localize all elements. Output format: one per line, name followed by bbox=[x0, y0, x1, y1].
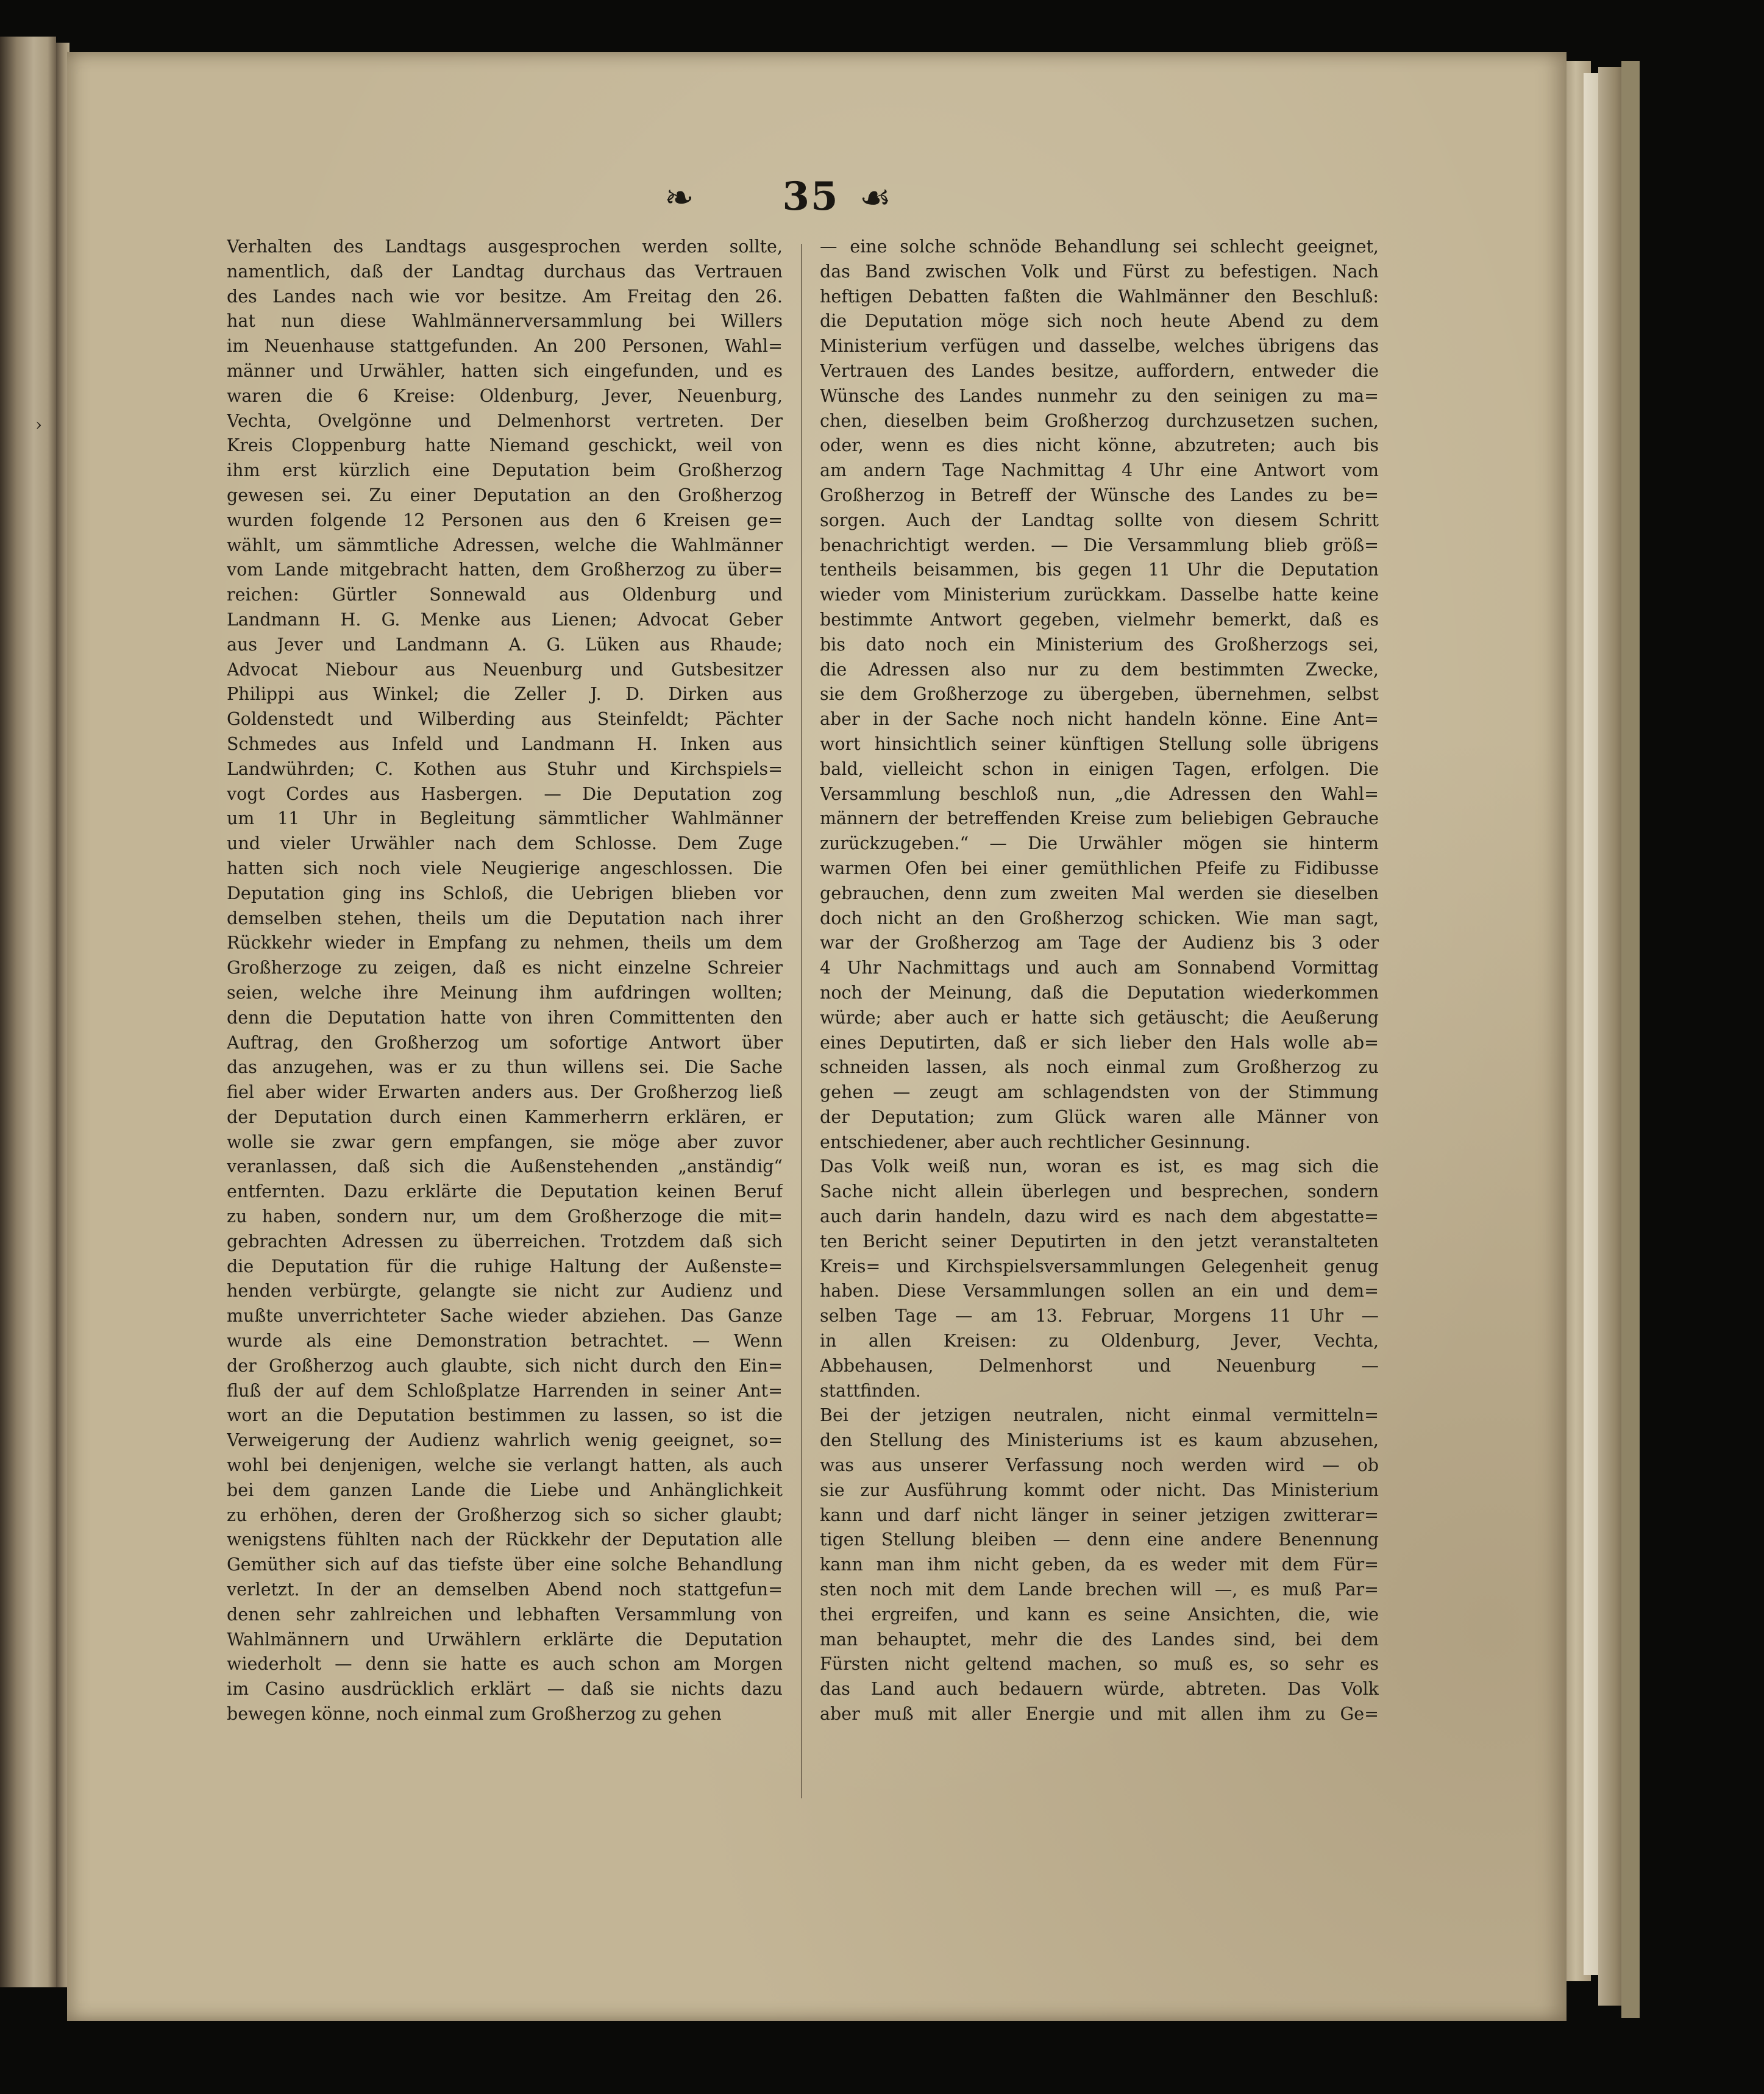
text-line: sie dem Großherzoge zu übergeben, übernehmen, selbst bbox=[820, 684, 1379, 705]
text-line: oder, wenn es dies nicht könne, abzutreten; auch bis bbox=[820, 435, 1379, 456]
text-line: chen, dieselben beim Großherzog durchzusetzen suchen, bbox=[820, 410, 1379, 431]
text-line: Versammlung beschloß nun, „die Adressen den Wahl= bbox=[820, 783, 1379, 804]
text-line: bei dem ganzen Lande die Liebe und Anhänglichkeit bbox=[227, 1480, 783, 1500]
text-line: Wünsche des Landes nunmehr zu den seinigen zu ma= bbox=[820, 385, 1379, 406]
text-line: Schmedes aus Infeld und Landmann H. Inken aus bbox=[227, 733, 783, 754]
text-line: würde; aber auch er hatte sich getäuscht; die Aeußerung bbox=[820, 1007, 1379, 1028]
text-line: fiel aber wider Erwarten anders aus. Der Großherzog ließ bbox=[227, 1082, 783, 1103]
text-line: Advocat Niebour aus Neuenburg und Gutsbesitzer bbox=[227, 659, 783, 680]
ornament-left-icon: ❧ bbox=[664, 177, 694, 218]
text-line: bis dato noch ein Ministerium des Großherzogs sei, bbox=[820, 634, 1379, 655]
text-line: Großherzoge zu zeigen, daß es nicht einzelne Schreier bbox=[227, 958, 783, 978]
text-line: Verhalten des Landtags ausgesprochen werden sollte, bbox=[227, 237, 783, 257]
text-line: der Deputation; zum Glück waren alle Männer von bbox=[820, 1106, 1379, 1127]
text-line: Landmann H. G. Menke aus Lienen; Advocat Geber bbox=[227, 609, 783, 630]
text-line: noch der Meinung, daß die Deputation wiederkommen bbox=[820, 982, 1379, 1003]
text-line: war der Großherzog am Tage der Audienz bis 3 oder bbox=[820, 933, 1379, 953]
text-line: Rückkehr wieder in Empfang zu nehmen, theils um dem bbox=[227, 933, 783, 953]
text-line: warmen Ofen bei einer gemüthlichen Pfeife zu Fidibusse bbox=[820, 858, 1379, 878]
text-line: um 11 Uhr in Begleitung sämmtlicher Wahlmänner bbox=[227, 808, 783, 829]
column-divider bbox=[801, 244, 802, 1798]
text-line: Bei der jetzigen neutralen, nicht einmal vermitteln= bbox=[820, 1405, 1379, 1426]
text-line: Kreis Cloppenburg hatte Niemand geschickt, weil von bbox=[227, 435, 783, 456]
text-line: die Deputation möge sich noch heute Abend zu dem bbox=[820, 311, 1379, 332]
text-line: kann man ihm nicht geben, da es weder mit dem Für= bbox=[820, 1554, 1379, 1575]
text-line: zu haben, sondern nur, um dem Großherzoge die mit= bbox=[227, 1206, 783, 1227]
text-line: demselben stehen, theils um die Deputation nach ihrer bbox=[227, 908, 783, 928]
text-line: selben Tage — am 13. Februar, Morgens 11 Uhr — bbox=[820, 1306, 1379, 1327]
right-text-column bbox=[820, 235, 1379, 1727]
text-line: tentheils beisammen, bis gegen 11 Uhr die Deputation bbox=[820, 560, 1379, 580]
text-line: zurückzugeben.“ — Die Urwähler mögen sie hinterm bbox=[820, 833, 1379, 854]
page-number: 35 bbox=[782, 174, 839, 219]
text-line: sorgen. Auch der Landtag sollte von diesem Schritt bbox=[820, 510, 1379, 530]
margin-mark: › bbox=[35, 415, 43, 435]
text-line: Verweigerung der Audienz wahrlich wenig geeignet, so= bbox=[227, 1430, 783, 1451]
text-line: aus Jever und Landmann A. G. Lüken aus Rhaude; bbox=[227, 634, 783, 655]
text-line: kann und darf nicht länger in seiner jetzigen zwitterar= bbox=[820, 1505, 1379, 1525]
text-line: fluß der auf dem Schloßplatze Harrenden in seiner Ant= bbox=[227, 1380, 783, 1401]
text-line: bestimmte Antwort gegeben, vielmehr bemerkt, daß es bbox=[820, 609, 1379, 630]
text-line: wenigstens fühlten nach der Rückkehr der Deputation alle bbox=[227, 1530, 783, 1550]
text-line: wort hinsichtlich seiner künftigen Stellung solle übrigens bbox=[820, 733, 1379, 754]
text-line: der Deputation durch einen Kammerherrn erklären, er bbox=[227, 1106, 783, 1127]
text-line: denen sehr zahlreichen und lebhaften Versammlung von bbox=[227, 1604, 783, 1625]
text-line: wiederholt — denn sie hatte es auch schon am Morgen bbox=[227, 1654, 783, 1675]
text-line: am andern Tage Nachmittag 4 Uhr eine Antwort vom bbox=[820, 460, 1379, 481]
text-line: das Band zwischen Volk und Fürst zu befestigen. Nach bbox=[820, 261, 1379, 282]
text-line: männern der betreffenden Kreise zum beliebigen Gebrauche bbox=[820, 808, 1379, 829]
text-line: gebrachten Adressen zu überreichen. Trotzdem daß sich bbox=[227, 1231, 783, 1252]
text-line: tigen Stellung bleiben — denn eine andere Benennung bbox=[820, 1530, 1379, 1550]
text-line: wort an die Deputation bestimmen zu lassen, so ist die bbox=[227, 1405, 783, 1426]
left-text-column bbox=[227, 235, 783, 1727]
text-line: aber in der Sache noch nicht handeln könne. Eine Ant= bbox=[820, 709, 1379, 730]
text-line: haben. Diese Versammlungen sollen an ein und dem= bbox=[820, 1281, 1379, 1302]
text-line: thei ergreifen, und kann es seine Ansichten, die, wie bbox=[820, 1604, 1379, 1625]
text-line: Ministerium verfügen und dasselbe, welches übrigens das bbox=[820, 336, 1379, 357]
text-line: wählt, um sämmtliche Adressen, welche die Wahlmänner bbox=[227, 535, 783, 555]
text-line: sie zur Ausführung kommt oder nicht. Das Ministerium bbox=[820, 1480, 1379, 1500]
text-line: das anzugehen, was er zu thun willens sei. Die Sache bbox=[227, 1057, 783, 1078]
text-line: Wahlmännern und Urwählern erklärte die Deputation bbox=[227, 1629, 783, 1650]
text-line: gebrauchen, denn zum zweiten Mal werden sie dieselben bbox=[820, 883, 1379, 903]
page-header bbox=[664, 174, 926, 223]
text-line: Fürsten nicht geltend machen, so muß es, so sehr es bbox=[820, 1654, 1379, 1675]
text-line: seien, welche ihre Meinung ihm aufdringen wollten; bbox=[227, 982, 783, 1003]
text-line: entfernten. Dazu erklärte die Deputation keinen Beruf bbox=[227, 1181, 783, 1202]
text-line: bewegen könne, noch einmal zum Großherzog zu gehen bbox=[227, 1704, 722, 1725]
text-line: der Großherzog auch glaubte, sich nicht durch den Ein= bbox=[227, 1355, 783, 1376]
text-line: hat nun diese Wahlmännerversammlung bei Willers bbox=[227, 311, 783, 332]
text-line: Großherzog in Betreff der Wünsche des Landes zu be= bbox=[820, 485, 1379, 505]
text-line: Vertrauen des Landes besitze, auffordern, entweder die bbox=[820, 360, 1379, 381]
text-line: wurde als eine Demonstration betrachtet. — Wenn bbox=[227, 1331, 783, 1351]
text-line: ten Bericht seiner Deputirten in den jetzt veranstalteten bbox=[820, 1231, 1379, 1252]
text-line: die Adressen also nur zu dem bestimmten Zwecke, bbox=[820, 659, 1379, 680]
text-line: männer und Urwähler, hatten sich eingefunden, und es bbox=[227, 360, 783, 381]
text-line: entschiedener, aber auch rechtlicher Gesinnung. bbox=[820, 1131, 1251, 1152]
text-line: wurden folgende 12 Personen aus den 6 Kreisen ge= bbox=[227, 510, 783, 530]
text-line: waren die 6 Kreise: Oldenburg, Jever, Neuenburg, bbox=[227, 385, 783, 406]
text-line: schneiden lassen, als noch einmal zum Großherzog zu bbox=[820, 1057, 1379, 1078]
text-line: ihm erst kürzlich eine Deputation beim Großherzog bbox=[227, 460, 783, 481]
text-line: Deputation ging ins Schloß, die Uebrigen blieben vor bbox=[227, 883, 783, 903]
text-line: henden verbürgte, gelangte sie nicht zur Audienz und bbox=[227, 1281, 783, 1302]
book-cover-edge bbox=[1621, 61, 1640, 2018]
text-line: Gemüther sich auf das tiefste über eine solche Behandlung bbox=[227, 1554, 783, 1575]
text-line: Sache nicht allein überlegen und besprechen, sondern bbox=[820, 1181, 1379, 1202]
text-line: im Neuenhause stattgefunden. An 200 Personen, Wahl= bbox=[227, 336, 783, 357]
text-line: verletzt. In der an demselben Abend noch stattgefun= bbox=[227, 1579, 783, 1600]
text-line: aber muß mit aller Energie und mit allen ihm zu Ge= bbox=[820, 1704, 1379, 1725]
text-line: Das Volk weiß nun, woran es ist, es mag sich die bbox=[820, 1156, 1379, 1177]
text-line: wieder vom Ministerium zurückkam. Dasselbe hatte keine bbox=[820, 585, 1379, 605]
text-line: auch darin handeln, dazu wird es nach dem abgestatte= bbox=[820, 1206, 1379, 1227]
text-line: Vechta, Ovelgönne und Delmenhorst vertreten. Der bbox=[227, 410, 783, 431]
text-line: Auftrag, den Großherzog um sofortige Antwort über bbox=[227, 1032, 783, 1053]
text-line: wolle sie zwar gern empfangen, sie möge aber zuvor bbox=[227, 1131, 783, 1152]
text-line: Philippi aus Winkel; die Zeller J. D. Dirken aus bbox=[227, 684, 783, 705]
text-line: und vieler Urwähler nach dem Schlosse. Dem Zuge bbox=[227, 833, 783, 854]
text-line: gehen — zeugt am schlagendsten von der Stimmung bbox=[820, 1082, 1379, 1103]
text-line: Kreis= und Kirchspielsversammlungen Gelegenheit genug bbox=[820, 1256, 1379, 1277]
text-line: stattfinden. bbox=[820, 1380, 921, 1401]
text-line: den Stellung des Ministeriums ist es kaum abzusehen, bbox=[820, 1430, 1379, 1451]
text-line: die Deputation für die ruhige Haltung der Außenste= bbox=[227, 1256, 783, 1277]
text-line: im Casino ausdrücklich erklärt — daß sie nichts dazu bbox=[227, 1679, 783, 1700]
text-line: heftigen Debatten faßten die Wahlmänner den Beschluß: bbox=[820, 286, 1379, 307]
text-line: zu erhöhen, deren der Großherzog sich so sicher glaubt; bbox=[227, 1505, 783, 1525]
text-line: benachrichtigt werden. — Die Versammlung blieb größ= bbox=[820, 535, 1379, 555]
text-line: vom Lande mitgebracht hatten, dem Großherzog zu über= bbox=[227, 560, 783, 580]
text-line: reichen: Gürtler Sonnewald aus Oldenburg und bbox=[227, 585, 783, 605]
text-line: doch nicht an den Großherzog schicken. Wie man sagt, bbox=[820, 908, 1379, 928]
text-line: denn die Deputation hatte von ihren Committenten den bbox=[227, 1007, 783, 1028]
text-line: sten noch mit dem Lande brechen will —, es muß Par= bbox=[820, 1579, 1379, 1600]
text-line: 4 Uhr Nachmittags und auch am Sonnabend Vormittag bbox=[820, 958, 1379, 978]
text-line: das Land auch bedauern würde, abtreten. Das Volk bbox=[820, 1679, 1379, 1700]
text-line: veranlassen, daß sich die Außenstehenden „anständig“ bbox=[227, 1156, 783, 1177]
text-line: in allen Kreisen: zu Oldenburg, Jever, Vechta, bbox=[820, 1331, 1379, 1351]
text-line: des Landes nach wie vor besitze. Am Freitag den 26. bbox=[227, 286, 783, 307]
text-line: mußte unverrichteter Sache wieder abziehen. Das Ganze bbox=[227, 1306, 783, 1327]
ornament-right-icon: ☙ bbox=[859, 177, 891, 218]
text-line: hatten sich noch viele Neugierige angeschlossen. Die bbox=[227, 858, 783, 878]
text-line: was aus unserer Verfassung noch werden wird — ob bbox=[820, 1455, 1379, 1476]
text-line: Abbehausen, Delmenhorst und Neuenburg — bbox=[820, 1355, 1379, 1376]
text-line: Landwührden; C. Kothen aus Stuhr und Kirchspiels= bbox=[227, 758, 783, 779]
text-line: vogt Cordes aus Hasbergen. — Die Deputation zog bbox=[227, 783, 783, 804]
text-line: bald, vielleicht schon in einigen Tagen, erfolgen. Die bbox=[820, 758, 1379, 779]
text-line: eines Deputirten, daß er sich lieber den Hals wolle ab= bbox=[820, 1032, 1379, 1053]
text-line: man behauptet, mehr die des Landes sind, bei dem bbox=[820, 1629, 1379, 1650]
text-line: gewesen sei. Zu einer Deputation an den Großherzog bbox=[227, 485, 783, 505]
text-line: namentlich, daß der Landtag durchaus das Vertrauen bbox=[227, 261, 783, 282]
text-line: Goldenstedt und Wilberding aus Steinfeldt; Pächter bbox=[227, 709, 783, 730]
text-line: wohl bei denjenigen, welche sie verlangt hatten, als auch bbox=[227, 1455, 783, 1476]
text-line: — eine solche schnöde Behandlung sei schlecht geeignet, bbox=[820, 237, 1379, 257]
facing-page-edge bbox=[0, 37, 56, 1987]
